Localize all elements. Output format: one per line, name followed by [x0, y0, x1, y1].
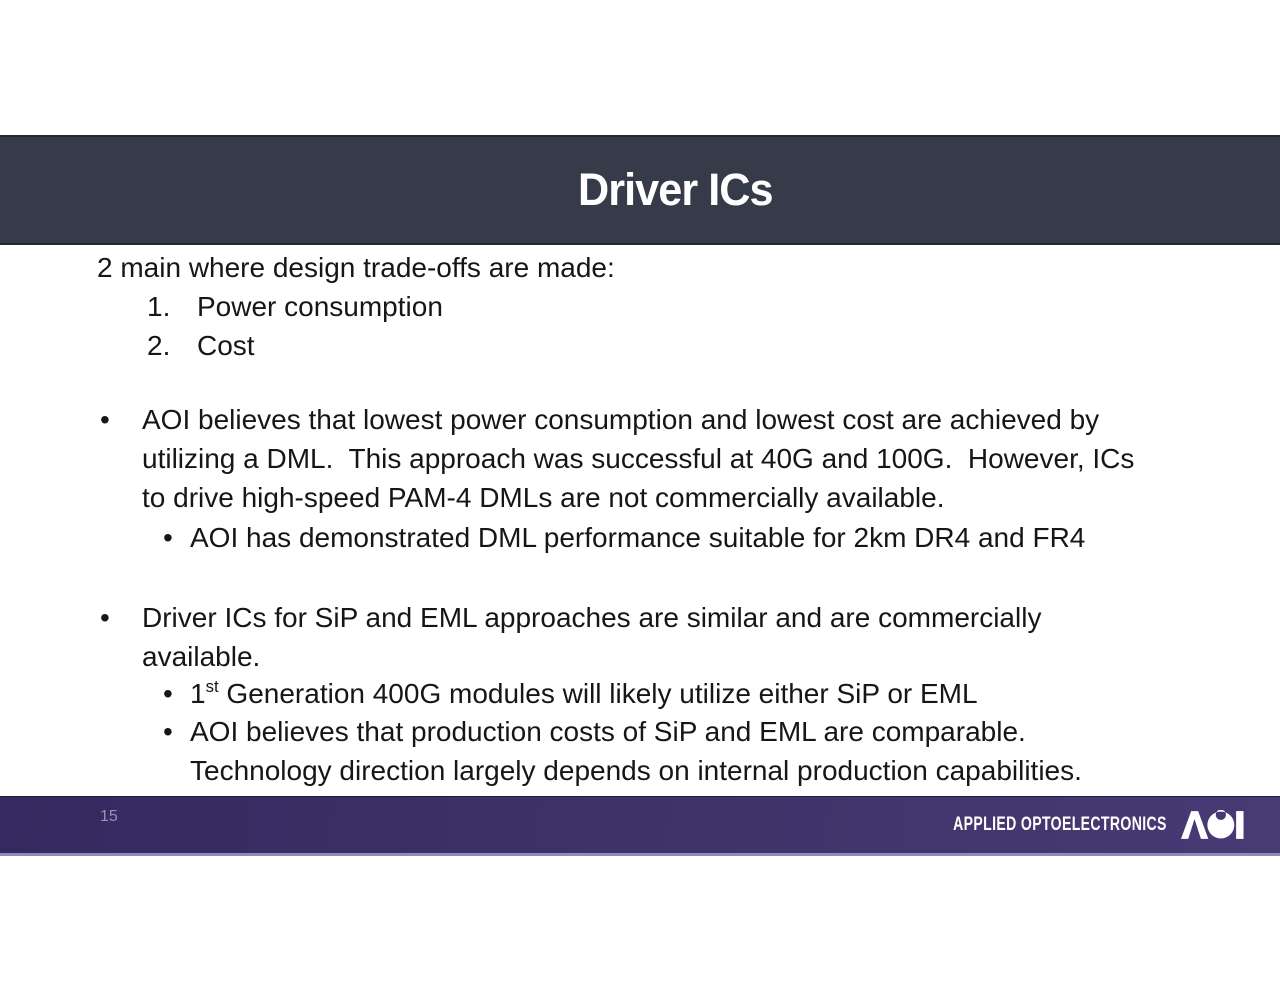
- bullet-line: AOI believes that production costs of SiP and EML are comparable.: [190, 716, 1026, 747]
- bullet-text: [142, 400, 1134, 517]
- item-label: Power consumption: [197, 291, 443, 322]
- item-label: Cost: [197, 330, 255, 361]
- sub-bullet-text: [190, 518, 1085, 557]
- bullet-line: Technology direction largely depends on internal production capabilities.: [190, 755, 1082, 786]
- sub-bullet-item-3: [163, 712, 1082, 790]
- sub-bullet-item-1: [163, 518, 1085, 557]
- sub-bullet-text: [190, 674, 978, 713]
- sub-bullet-item-2: [163, 674, 978, 713]
- ordinal-rest: Generation 400G modules will likely utilize either SiP or EML: [218, 678, 978, 709]
- item-number: 2.: [147, 330, 171, 361]
- bullet-item-1: [100, 400, 1134, 517]
- bullet-line: [190, 674, 978, 713]
- bullet-text: [142, 598, 1041, 676]
- footer-band: [0, 796, 1280, 856]
- bullet-icon: •: [163, 678, 173, 709]
- bullet-line: AOI has demonstrated DML performance suitable for 2km DR4 and FR4: [190, 522, 1086, 553]
- item-number: 1.: [147, 291, 171, 322]
- bullet-icon: •: [163, 716, 173, 747]
- bullet-line: Driver ICs for SiP and EML approaches are similar and are commercially: [142, 602, 1042, 633]
- slide-title: Driver ICs: [577, 164, 773, 215]
- bullet-line: utilizing a DML. This approach was successful at 40G and 100G. However, ICs: [142, 443, 1135, 474]
- lead-text: 2 main where design trade-offs are made:: [97, 252, 615, 283]
- numbered-list: [147, 287, 443, 365]
- bullet-line: to drive high-speed PAM-4 DMLs are not commercially available.: [142, 482, 945, 513]
- bullet-icon: •: [100, 404, 110, 435]
- numbered-item-2: [147, 326, 443, 365]
- brand-text: APPLIED OPTOELECTRONICS: [953, 814, 1167, 835]
- brand-group: [878, 797, 1244, 853]
- sub-bullet-text: [190, 712, 1082, 790]
- title-band: [0, 135, 1280, 245]
- numbered-item-1: [147, 287, 443, 326]
- bullet-line: AOI believes that lowest power consumption and lowest cost are achieved by: [142, 404, 1100, 435]
- bullet-line: available.: [142, 641, 261, 672]
- bullet-icon: •: [163, 522, 173, 553]
- ordinal-suffix: st: [205, 676, 219, 696]
- page-number: 15: [100, 808, 118, 825]
- bullet-item-2: [100, 598, 1041, 676]
- ordinal-base: 1: [190, 678, 206, 709]
- bullet-icon: •: [100, 602, 110, 633]
- aoi-logo-icon: [1181, 810, 1244, 840]
